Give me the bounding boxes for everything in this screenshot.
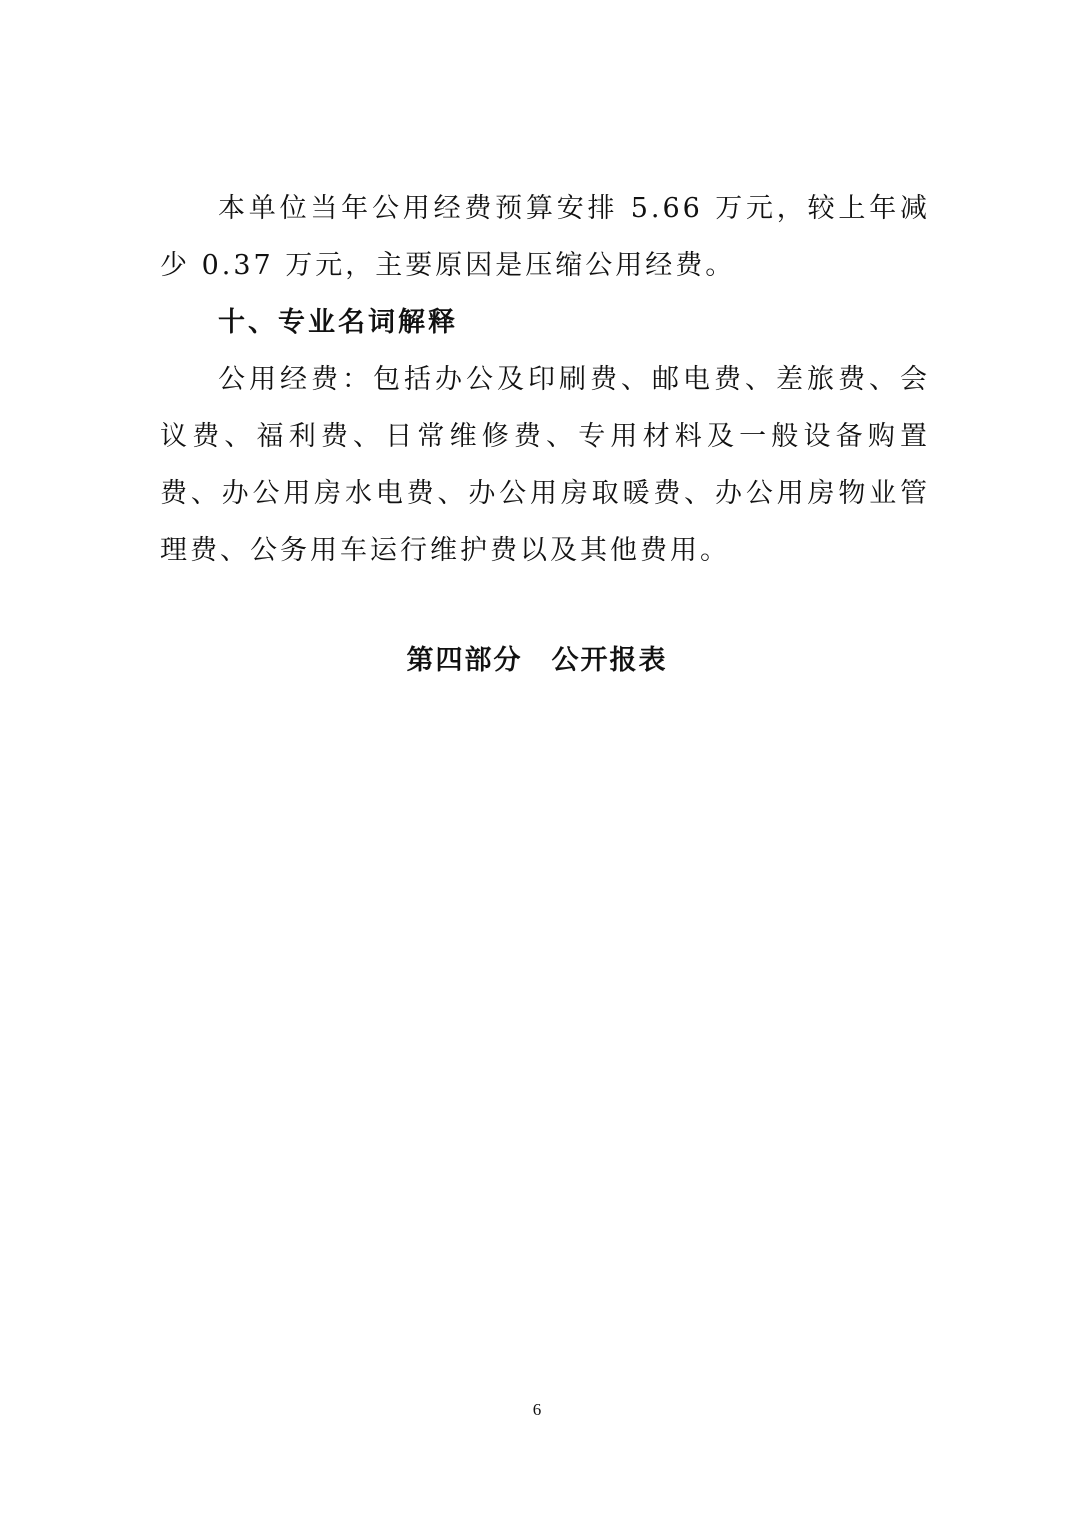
section-heading: 十、专业名词解释 bbox=[218, 307, 458, 338]
page-number: 6 bbox=[532, 1400, 542, 1419]
body-paragraph-budget: 本单位当年公用经费预算安排 5.66 万元，较上年减少 0.37 万元，主要原因是压缩公用经费。 bbox=[160, 193, 930, 281]
body-paragraph-definition: 公用经费：包括办公及印刷费、邮电费、差旅费、会议费、福利费、日常维修费、专用材料及一般设备购置费、办公用房水电费、办公用房取暖费、办公用房物业管理费、公务用车运行维护费以及其他费用。 bbox=[160, 364, 930, 566]
part-title: 第四部分 公开报表 bbox=[406, 645, 668, 676]
